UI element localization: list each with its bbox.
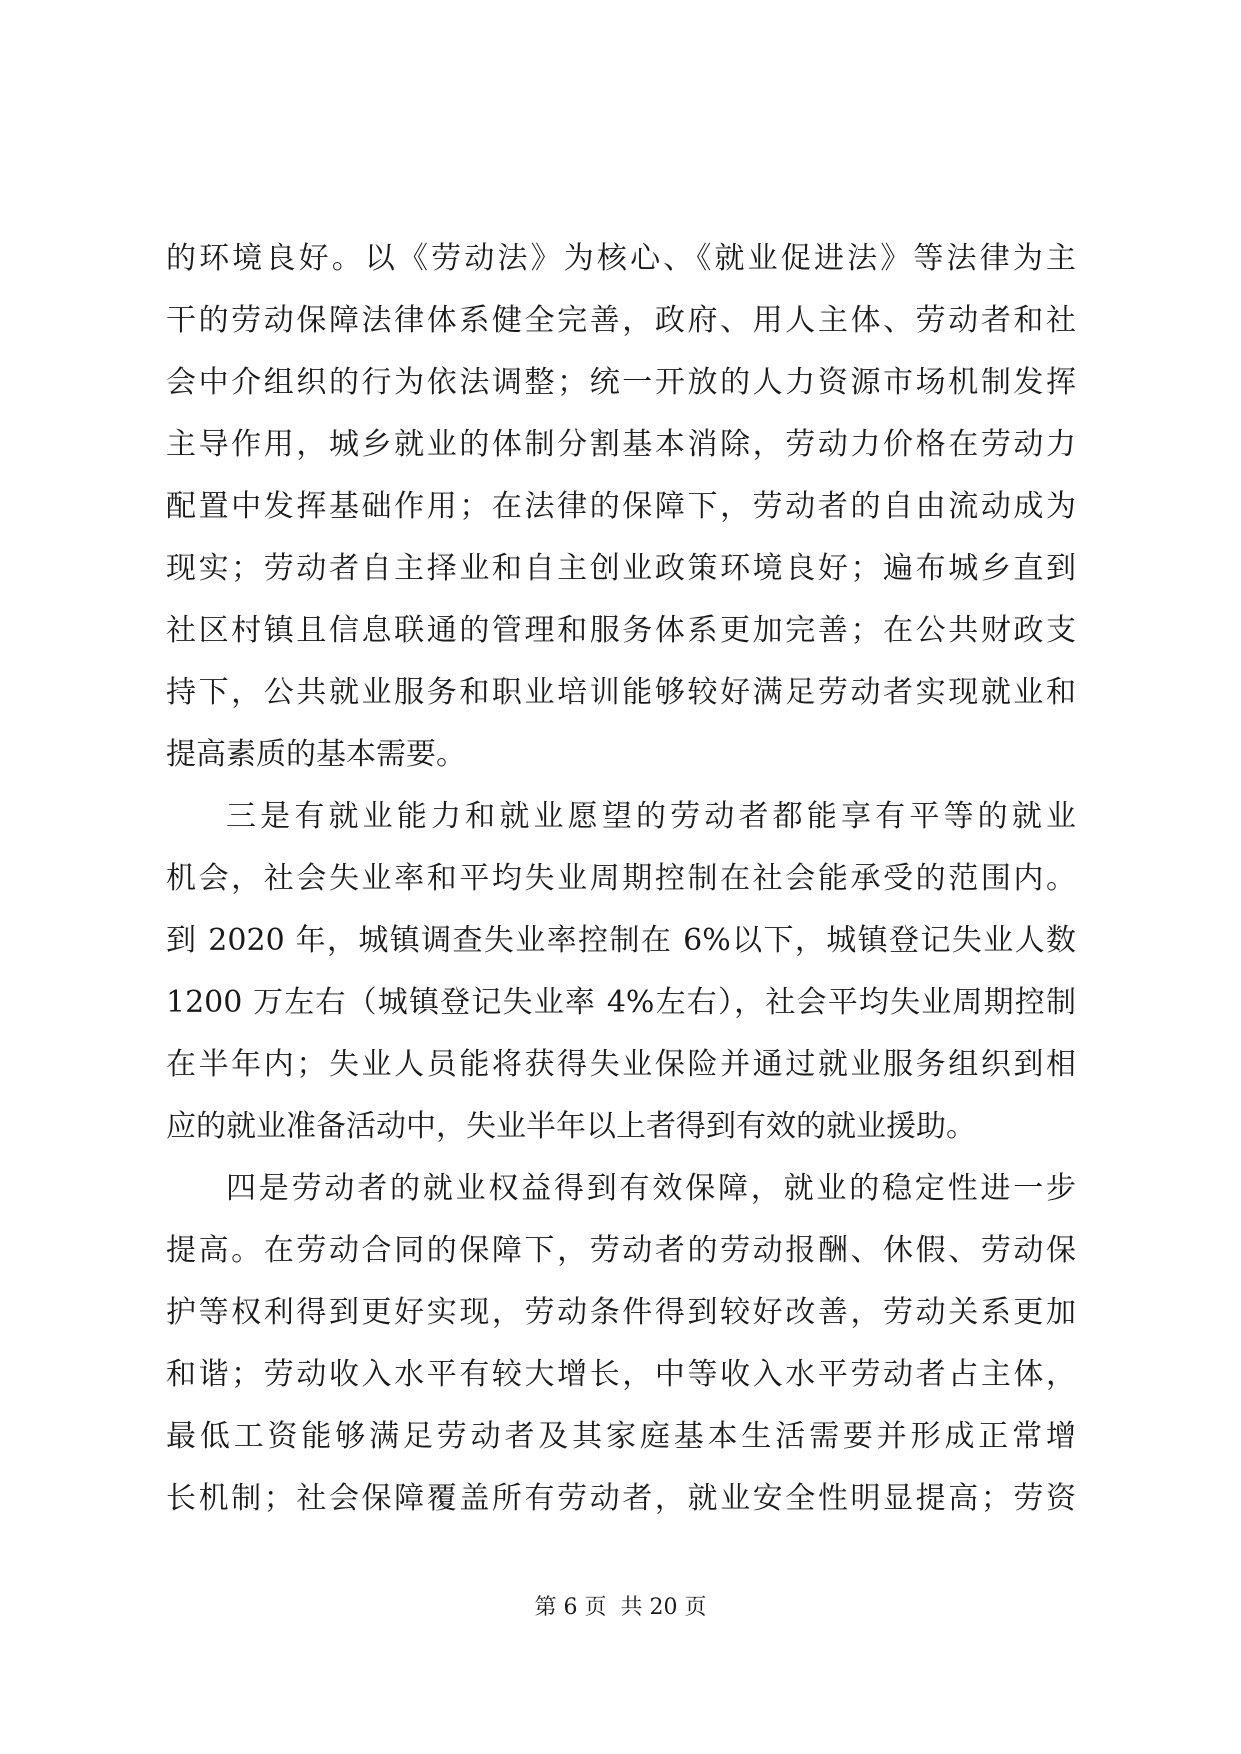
paragraph-1	[166, 228, 1076, 786]
text-line: 会中介组织的行为依法调整；统一开放的人力资源市场机制发挥	[166, 365, 1076, 400]
text-line: 主导作用，城乡就业的体制分割基本消除，劳动力价格在劳动力	[166, 427, 1076, 462]
text-line: 机会，社会失业率和平均失业周期控制在社会能承受的范围内。	[166, 861, 1076, 896]
text-line: 现实；劳动者自主择业和自主创业政策环境良好；遍布城乡直到	[166, 551, 1076, 586]
text-line: 三是有就业能力和就业愿望的劳动者都能享有平等的就业	[226, 799, 1076, 834]
text-line: 应的就业准备活动中，失业半年以上者得到有效的就业援助。	[166, 1109, 976, 1144]
text-line: 的环境良好。以《劳动法》为核心、《就业促进法》等法律为主	[166, 241, 1076, 276]
text-line: 四是劳动者的就业权益得到有效保障，就业的稳定性进一步	[226, 1171, 1076, 1206]
text-line: 和谐；劳动收入水平有较大增长，中等收入水平劳动者占主体，	[166, 1357, 1076, 1392]
text-line: 长机制；社会保障覆盖所有劳动者，就业安全性明显提高；劳资	[166, 1481, 1076, 1516]
text-line: 1200 万左右（城镇登记失业率 4%左右），社会平均失业周期控制	[166, 985, 1076, 1020]
paragraph-3	[166, 1158, 1076, 1530]
text-line: 持下，公共就业服务和职业培训能够较好满足劳动者实现就业和	[166, 675, 1076, 710]
page-number-footer: 第 6 页 共 20 页	[534, 1595, 707, 1620]
text-line: 提高。在劳动合同的保障下，劳动者的劳动报酬、休假、劳动保	[166, 1233, 1076, 1268]
text-line: 最低工资能够满足劳动者及其家庭基本生活需要并形成正常增	[166, 1419, 1076, 1454]
text-line: 在半年内；失业人员能将获得失业保险并通过就业服务组织到相	[166, 1047, 1076, 1082]
text-line: 配置中发挥基础作用；在法律的保障下，劳动者的自由流动成为	[166, 489, 1076, 524]
document-body	[166, 228, 1076, 1530]
text-line: 社区村镇且信息联通的管理和服务体系更加完善；在公共财政支	[166, 613, 1076, 648]
text-line: 干的劳动保障法律体系健全完善，政府、用人主体、劳动者和社	[166, 303, 1076, 338]
text-line: 护等权利得到更好实现，劳动条件得到较好改善，劳动关系更加	[166, 1295, 1076, 1330]
text-line: 提高素质的基本需要。	[166, 737, 466, 772]
text-line: 到 2020 年，城镇调查失业率控制在 6%以下，城镇登记失业人数	[166, 923, 1076, 958]
paragraph-2	[166, 786, 1076, 1158]
